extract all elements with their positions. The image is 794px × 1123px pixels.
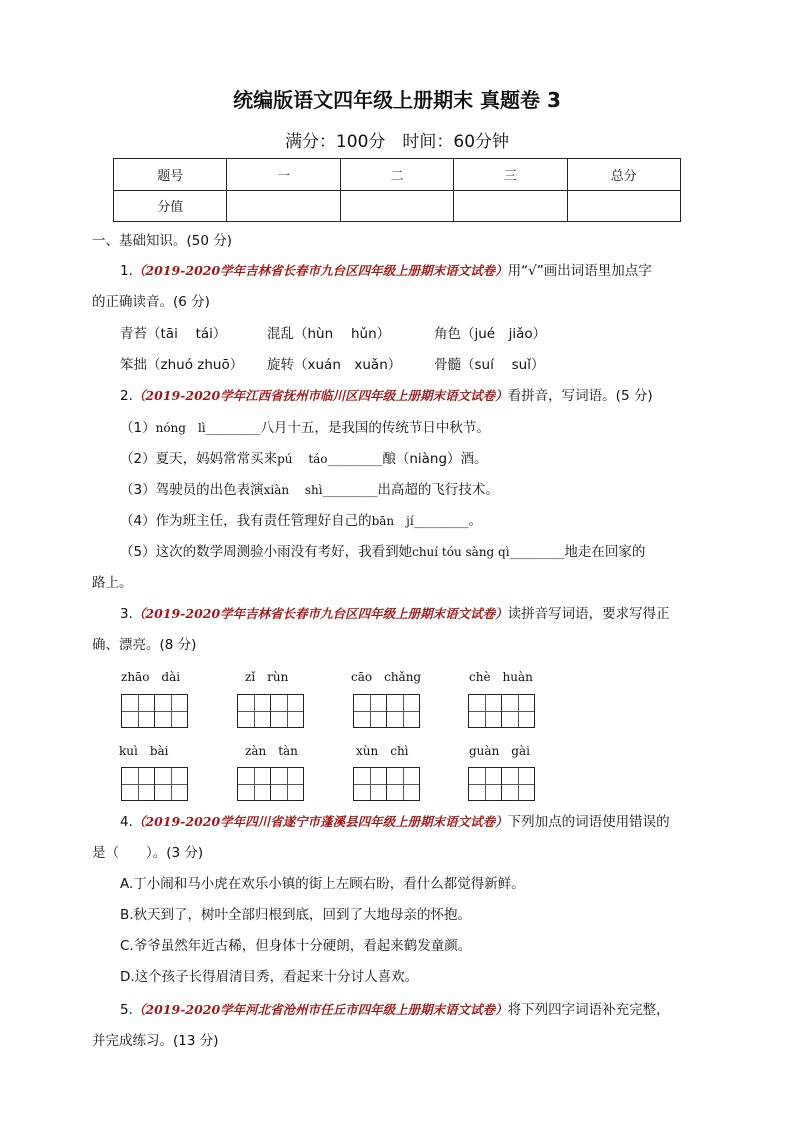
question-4 — [120, 812, 670, 832]
question-5 — [120, 1000, 670, 1020]
question-3 — [120, 604, 670, 624]
fill-item-suffix: 。 — [468, 513, 483, 529]
fill-item — [120, 511, 482, 532]
writing-grid[interactable] — [468, 694, 536, 728]
score-table-header: 三 — [454, 159, 567, 191]
fill-item-suffix: 八月十五，是我国的传统节日中秋节。 — [260, 420, 490, 436]
writing-grid[interactable] — [237, 767, 305, 801]
question-source: （2019-2020学年河北省沧州市任丘市四年级上册期末语文试卷） — [132, 1002, 508, 1017]
question-number: 1. — [120, 263, 133, 279]
fill-item — [120, 480, 499, 501]
question-number: 2. — [120, 388, 133, 404]
pinyin-label: xùn chì — [356, 744, 409, 758]
pinyin-label: chè huàn — [469, 670, 533, 684]
fill-item-pinyin: chuí tóu sàng qì — [412, 545, 510, 559]
pinyin-label: kuì bài — [119, 744, 169, 758]
writing-grid[interactable] — [353, 694, 421, 728]
question-text-cont: 确、漂亮。(8 分) — [92, 637, 197, 653]
fill-item-prefix: （4）作为班主任，我有责任管理好自己的 — [120, 513, 372, 529]
question-source: （2019-2020学年吉林省长春市九台区四年级上册期末语文试卷） — [132, 263, 508, 278]
score-table-header: 总分 — [567, 159, 680, 191]
fill-item — [120, 449, 488, 470]
choice-option: D.这个孩子长得眉清目秀，看起来十分讨人喜欢。 — [120, 969, 419, 985]
writing-grid[interactable] — [468, 767, 536, 801]
question-number: 3. — [120, 606, 133, 622]
option-item: 笨拙（zhuó zhuō） — [120, 357, 244, 373]
question-text-cont: 是（ ）。(3 分) — [92, 845, 204, 861]
page-title: 统编版语文四年级上册期末 真题卷 3 — [233, 88, 561, 112]
question-source: （2019-2020学年江西省抚州市临川区四年级上册期末语文试卷） — [132, 388, 508, 403]
option-item: 旋转（xuán xuǎn） — [267, 357, 402, 373]
writing-grid[interactable] — [121, 694, 189, 728]
answer-blank[interactable]: _______ — [327, 452, 383, 467]
score-table-header: 一 — [227, 159, 340, 191]
fill-item-prefix: （1） — [120, 420, 156, 436]
question-text: 看拼音，写词语。(5 分) — [507, 388, 653, 404]
question-text: 下列加点的词语使用错误的 — [507, 814, 670, 830]
score-table-header: 二 — [340, 159, 453, 191]
writing-grid[interactable] — [237, 694, 305, 728]
pinyin-label: zǐ rùn — [245, 670, 289, 684]
score-table-row-label: 分值 — [114, 190, 227, 222]
score-cell[interactable] — [340, 190, 453, 222]
choice-option: B.秋天到了，树叶全部归根到底，回到了大地母亲的怀抱。 — [120, 907, 472, 923]
fill-item-prefix: （5）这次的数学周测验小雨没有考好，我看到她 — [120, 544, 413, 560]
score-cell[interactable] — [454, 190, 567, 222]
pinyin-label: zàn tàn — [245, 744, 298, 758]
answer-blank[interactable]: _______ — [322, 483, 378, 498]
question-text-cont: 的正确读音。(6 分) — [92, 294, 210, 310]
score-cell[interactable] — [567, 190, 680, 222]
score-table-value-row — [114, 190, 681, 222]
page-subtitle: 满分：100分 时间：60分钟 — [284, 132, 510, 152]
writing-grid[interactable] — [121, 767, 189, 801]
fill-item-prefix: （2）夏天，妈妈常常买来 — [120, 451, 278, 467]
answer-blank[interactable]: _______ — [205, 421, 261, 436]
pinyin-label: cāo chǎng — [351, 670, 422, 684]
question-1 — [120, 261, 652, 281]
score-table — [113, 158, 681, 222]
question-text-cont: 并完成练习。(13 分) — [92, 1033, 219, 1049]
option-item: 青苔（tāi tái） — [120, 326, 227, 342]
answer-blank[interactable]: _______ — [413, 514, 469, 529]
score-table-header: 题号 — [114, 159, 227, 191]
fill-item-suffix: 地走在回家的 — [564, 544, 646, 560]
option-item: 混乱（hùn hǔn） — [267, 326, 391, 342]
question-2 — [120, 386, 653, 406]
fill-item-suffix: 出高超的飞行技术。 — [377, 482, 499, 498]
fill-item-prefix: （3）驾驶员的出色表演 — [120, 482, 264, 498]
fill-item — [120, 542, 645, 563]
option-item: 角色（jué jiǎo） — [434, 326, 547, 342]
section-heading: 一、基础知识。(50 分) — [92, 233, 233, 249]
writing-grid[interactable] — [353, 767, 421, 801]
question-text: 用“√”画出词语里加点字 — [507, 263, 652, 279]
fill-item — [120, 418, 490, 439]
fill-item-cont: 路上。 — [92, 575, 133, 591]
fill-item-pinyin: nóng lì — [155, 421, 206, 435]
question-text: 将下列四字词语补充完整， — [507, 1002, 670, 1018]
question-source: （2019-2020学年吉林省长春市九台区四年级上册期末语文试卷） — [132, 606, 508, 621]
pinyin-label: guàn gài — [469, 744, 530, 758]
fill-item-pinyin: bān jí — [371, 514, 414, 528]
fill-item-pinyin: xiàn shì — [263, 483, 323, 497]
choice-option: C.爷爷虽然年近古稀，但身体十分硬朗，看起来鹤发童颜。 — [120, 938, 472, 954]
question-text: 读拼音写词语，要求写得正 — [507, 606, 670, 622]
score-cell[interactable] — [227, 190, 340, 222]
question-number: 4. — [120, 814, 133, 830]
question-number: 5. — [120, 1002, 133, 1018]
fill-item-suffix: 酿（niàng）酒。 — [382, 451, 488, 467]
question-source: （2019-2020学年四川省遂宁市蓬溪县四年级上册期末语文试卷） — [132, 814, 508, 829]
answer-blank[interactable]: _______ — [509, 545, 565, 560]
fill-item-pinyin: pú táo — [277, 452, 328, 466]
option-item: 骨髓（suí suǐ） — [434, 357, 545, 373]
choice-option: A.丁小闹和马小虎在欢乐小镇的街上左顾右盼，看什么都觉得新鲜。 — [120, 876, 525, 892]
pinyin-label: zhāo dài — [121, 670, 181, 684]
score-table-header-row — [114, 159, 681, 191]
